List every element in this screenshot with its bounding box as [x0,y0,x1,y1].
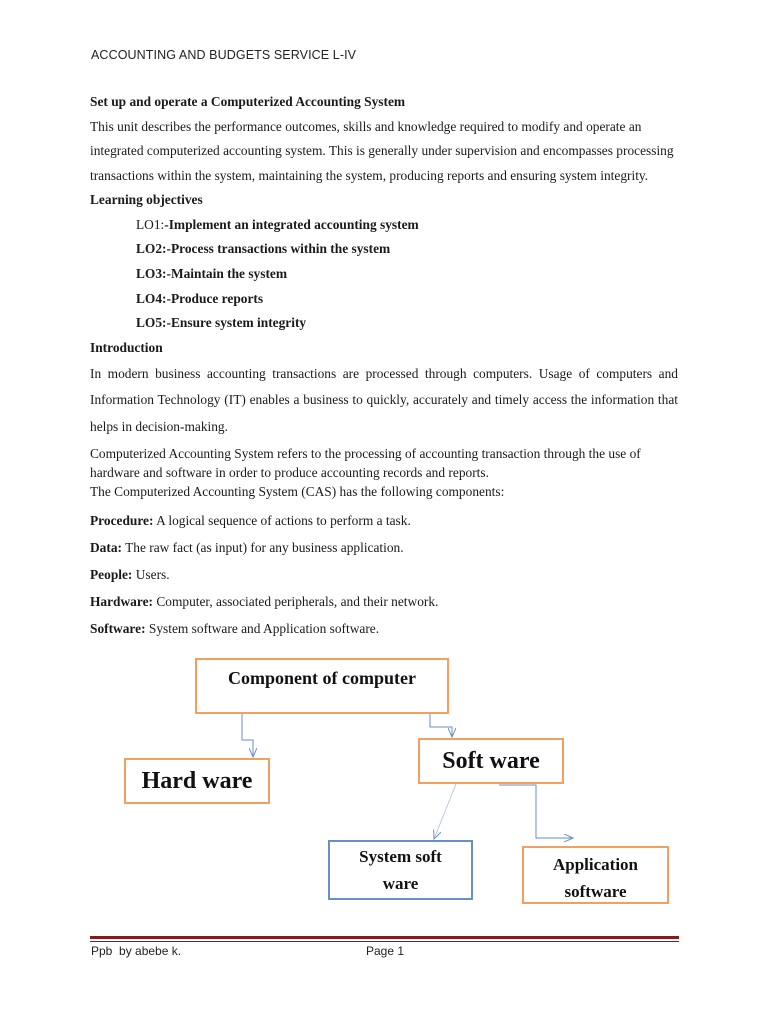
diagram-hardware-box: Hard ware [124,758,270,804]
cas-components-intro: The Computerized Accounting System (CAS) has the following components: [90,484,505,500]
diagram-application-software-box: Application software [522,846,669,904]
footer-author: Ppb by abebe k. [91,944,182,958]
objective-item: LO1:-Implement an integrated accounting system [136,216,419,232]
component-people: People: Users. [90,567,170,583]
unit-title: Set up and operate a Computerized Accounting System [90,94,406,109]
diagram-system-software-box: System soft ware [328,840,473,900]
component-hardware: Hardware: Computer, associated peripherals, and their network. [90,594,439,610]
footer-rule [90,936,679,942]
introduction-heading: Introduction [90,340,163,356]
document-body [90,88,678,642]
objectives-heading: Learning objectives [90,192,203,207]
objective-item: LO4:-Produce reports [136,290,264,306]
component-data: Data: The raw fact (as input) for any business application. [90,540,404,556]
connector-software-to-system [434,784,456,839]
diagram-root-box: Component of computer [195,658,449,714]
connector-root-to-hardware [242,714,253,757]
objective-item: LO3:-Maintain the system [136,265,288,281]
unit-description: This unit describes the performance outcomes, skills and knowledge required to modify and operate an integrated computerized accounting system. This is generally under supervision and encompasses processing transactions within the system, maintaining the system, producing reports and ensuring system integrity. [90,118,674,183]
component-software: Software: System software and Application software. [90,621,380,637]
diagram-software-box: Soft ware [418,738,564,784]
connector-software-to-application [499,785,573,838]
objective-item: LO2:-Process transactions within the system [136,241,391,257]
running-header: ACCOUNTING AND BUDGETS SERVICE L-IV [91,48,357,62]
component-procedure: Procedure: A logical sequence of actions to perform a task. [90,513,411,529]
introduction-paragraph: In modern business accounting transactions are processed through computers. Usage of computers and Information Technology (IT) enables a business to quickly, accurately and timely access the information that helps in decision-making. [90,365,678,434]
connector-root-to-software [430,714,452,737]
cas-definition: Computerized Accounting System refers to the processing of accounting transaction through the use of hardware and software in order to produce accounting records and reports. [90,446,641,481]
page-number: Page 1 [366,944,405,958]
objective-item: LO5:-Ensure system integrity [136,315,307,331]
